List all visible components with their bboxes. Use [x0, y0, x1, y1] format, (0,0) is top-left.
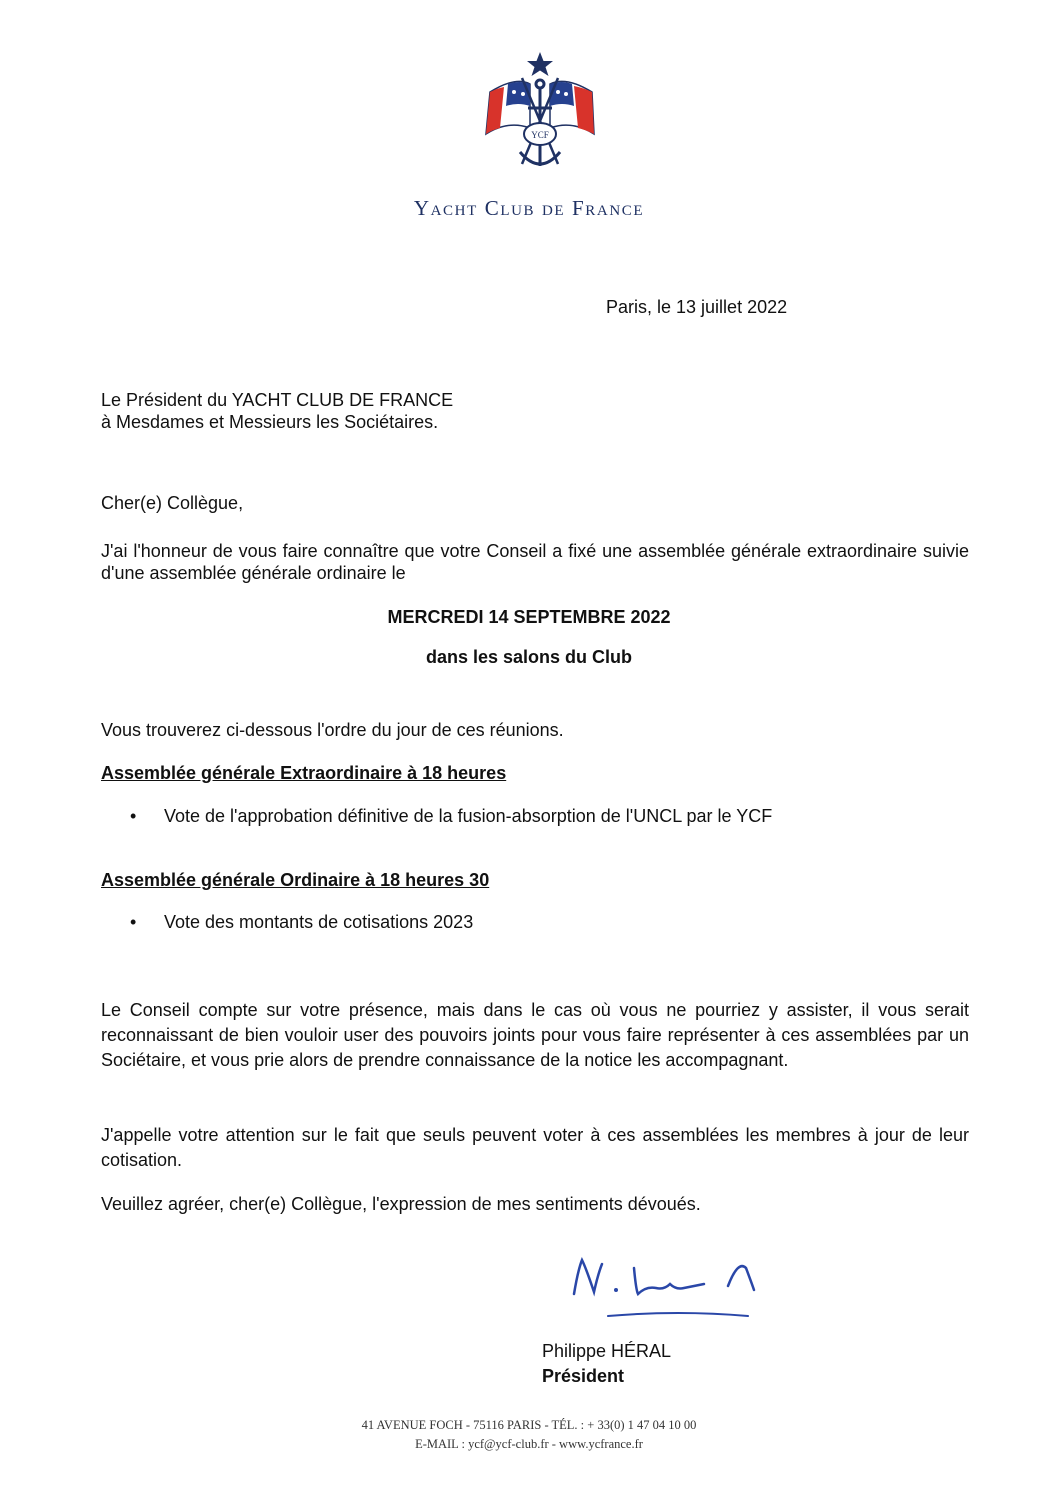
right-flag-icon	[550, 81, 594, 134]
footer-contact	[0, 1437, 1058, 1452]
section-title-ordinary: Assemblée générale Ordinaire à 18 heures 30	[101, 870, 490, 890]
salutation: Cher(e) Collègue,	[101, 493, 244, 513]
handwritten-signature	[568, 1250, 778, 1330]
signer-name: Philippe HÉRAL	[542, 1341, 672, 1361]
club-emblem-logo	[478, 48, 602, 178]
list-item-text: Vote des montants de cotisations 2023	[164, 912, 474, 932]
footer-email-web: ycf@ycf-club.fr - www.ycfrance.fr	[468, 1437, 643, 1451]
bullet-icon: •	[130, 806, 137, 826]
star-icon	[527, 52, 553, 76]
svg-text:YCF: YCF	[531, 130, 549, 140]
club-name-title: Yacht Club de France	[413, 196, 645, 220]
left-flag-icon	[486, 81, 530, 134]
sender-block	[101, 389, 453, 433]
voting-paragraph: J'appelle votre attention sur le fait que seuls peuvent voter à ces assemblées les membres à jour de leur cotisation.	[101, 1125, 969, 1170]
email-label: E-MAIL :	[415, 1437, 465, 1451]
closing-formula: Veuillez agréer, cher(e) Collègue, l'expression de mes sentiments dévoués.	[101, 1194, 701, 1214]
list-item	[130, 805, 772, 827]
sender-line-1: Le Président du YACHT CLUB DE FRANCE	[101, 390, 454, 410]
event-date: MERCREDI 14 SEPTEMBRE 2022	[387, 607, 671, 627]
section-title-extraordinary: Assemblée générale Extraordinaire à 18 heures	[101, 763, 507, 783]
intro-paragraph: J'ai l'honneur de vous faire connaître que votre Conseil a fixé une assemblée générale extraordinaire suivie d'une assemblée générale ordinaire le	[101, 541, 969, 583]
letter-date: Paris, le 13 juillet 2022	[606, 297, 788, 317]
footer-address: 41 AVENUE FOCH - 75116 PARIS - TÉL. : + 33(0) 1 47 04 10 00	[361, 1418, 697, 1432]
attendance-paragraph: Le Conseil compte sur votre présence, mais dans le cas où vous ne pourriez y assister, il vous serait reconnaissant de bien vouloir user des pouvoirs joints pour vous faire représenter à ces assemblées par un Sociétaire, et vous prie alors de prendre connaissance de la notice les accompagnant.	[101, 1000, 969, 1070]
event-place: dans les salons du Club	[425, 647, 633, 667]
sender-line-2: à Mesdames et Messieurs les Sociétaires.	[101, 412, 439, 432]
bullet-icon: •	[130, 912, 137, 932]
list-item	[130, 911, 473, 933]
order-intro: Vous trouverez ci-dessous l'ordre du jour de ces réunions.	[101, 720, 564, 740]
list-item-text: Vote de l'approbation définitive de la fusion-absorption de l'UNCL par le YCF	[164, 806, 773, 826]
signer-role: Président	[542, 1366, 625, 1386]
